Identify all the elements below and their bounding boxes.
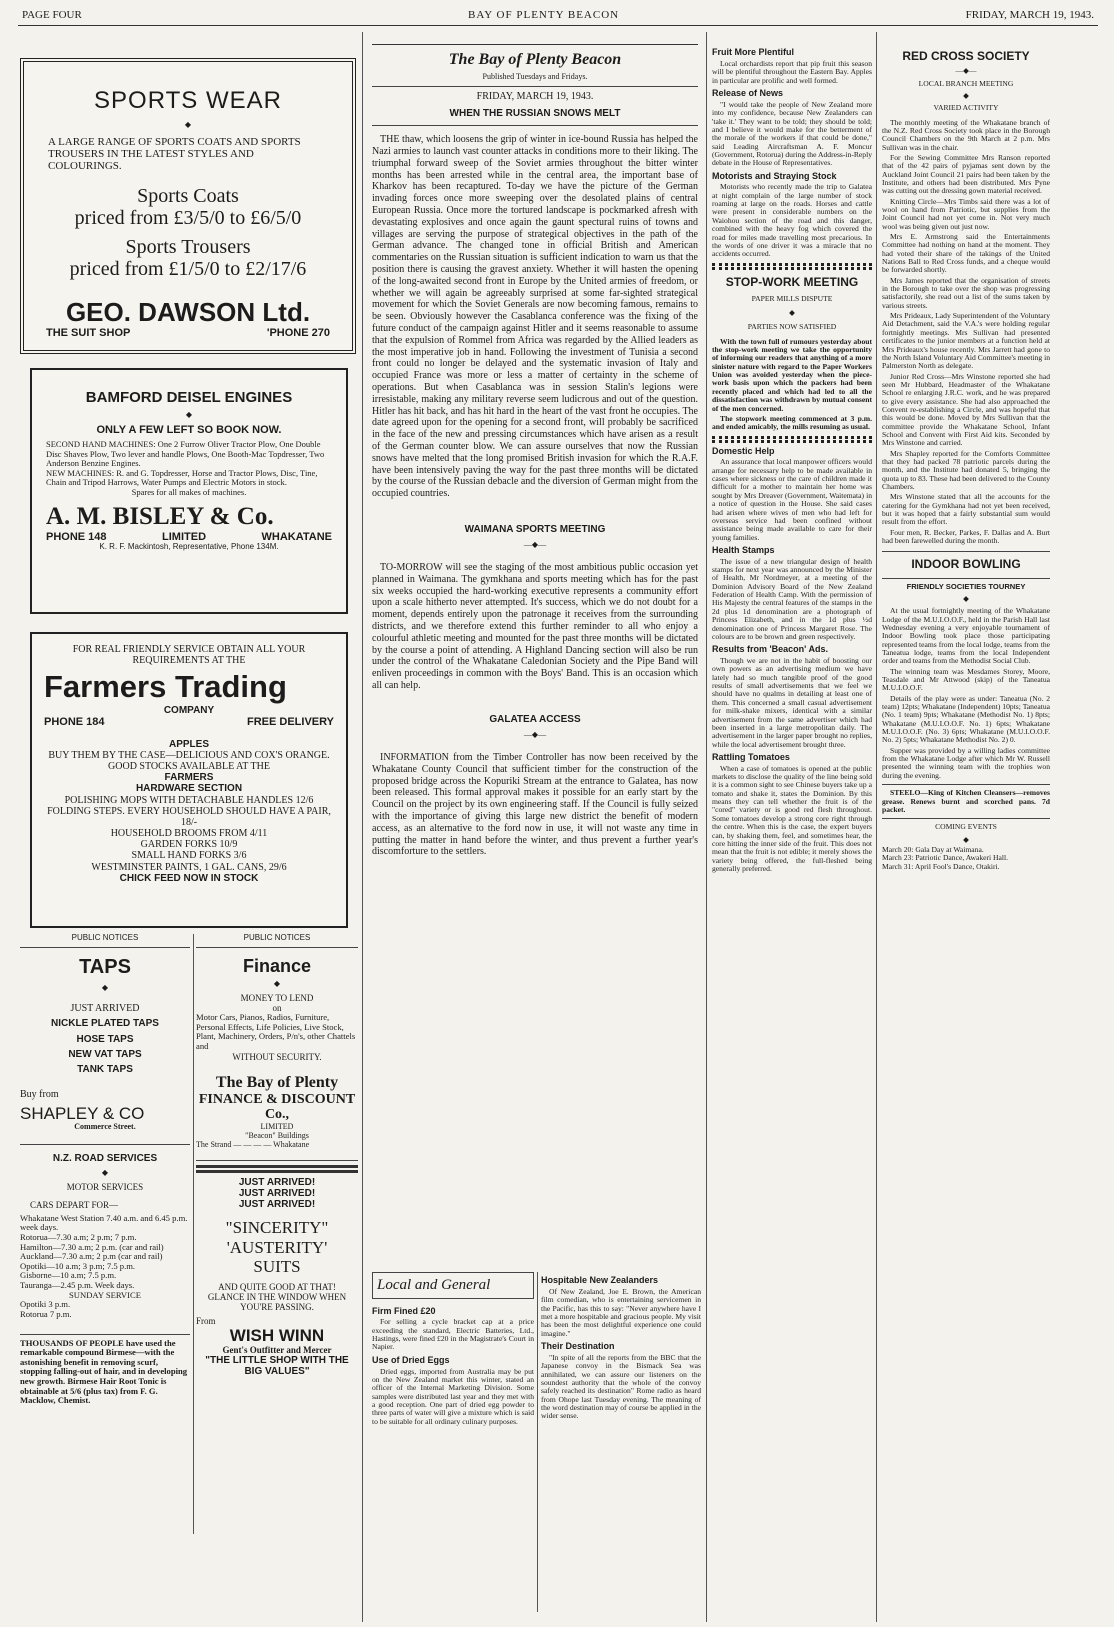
hardware-heading: HARDWARE SECTION	[135, 783, 243, 795]
coming-events-title: COMING EVENTS	[935, 822, 997, 832]
bisley-town: WHAKATANE	[261, 531, 332, 544]
editorial-published: Published Tuesdays and Fridays.	[482, 71, 588, 81]
bisley-firm: A. M. BISLEY & Co.	[46, 503, 274, 531]
headline-waimana: WAIMANA SPORTS MEETING	[464, 523, 606, 535]
column-rule	[876, 32, 877, 1622]
winn-outfitter: Gent's Outfitter and Mercer	[222, 1344, 332, 1355]
local-general-right	[541, 1272, 701, 1622]
news-paragraph: Though we are not in the habit of boosting our own powers as an advertising medium we have lately had so much tangible proof of the good results of small advertisements that we feel we should have no qualms in detailing at least one of them. This concerned a small casual advertisement for milk-shake mixers, identical with a similar advertisement from the same advertiser which had been inserted in a large metropolitan daily. The advertisement in the larger paper brought no replies, while the local advertisement brought three.	[712, 656, 872, 749]
stop-work-sub: PAPER MILLS DISPUTE	[751, 293, 833, 303]
farmers-word: FARMERS	[164, 772, 214, 784]
route-line: Whakatane West Station 7.40 a.m. and 6.45 p.m. week days.	[20, 1212, 188, 1233]
farmers-item: FOLDING STEPS. EVERY HOUSEHOLD SHOULD HAVE A PAIR, 18/-	[47, 805, 331, 828]
birmese-notice: THOUSANDS OF PEOPLE have used the remarkable compound Birmese—with the astonishing benefit in removing scurf, stopping falling-out of hair, and in developing new growth. Birmese Hair Root Tonic is obtainable at 5/6 (plus tax) from F. G. Macklow, Chemist.	[20, 1337, 188, 1406]
farmers-company: COMPANY	[163, 705, 215, 717]
sportswear-intro: A LARGE RANGE OF SPORTS COATS AND SPORTS TROUSERS IN THE LATEST STYLES AND COLOURINGS.	[48, 135, 301, 173]
finance-without: WITHOUT SECURITY.	[232, 1051, 322, 1062]
column-rule	[193, 934, 194, 1534]
winn-from: From	[196, 1315, 216, 1326]
shapley-street: Commerce Street.	[74, 1122, 136, 1132]
bisley-new: NEW MACHINES: R. and G. Topdresser, Horse and Tractor Plows, Disc, Tine, Chain and Tripod Harrows, Water Pumps and Electric Motors in stock.	[46, 467, 318, 488]
route-line: Gisborne—10 a.m; 7.5 p.m.	[20, 1270, 117, 1281]
road-cars: CARS DEPART FOR—	[30, 1199, 118, 1210]
news-heading: Health Stamps	[712, 544, 775, 555]
headline-russian-snows: WHEN THE RUSSIAN SNOWS MELT	[449, 108, 621, 120]
dawson-phone: 'PHONE 270	[266, 327, 330, 340]
local-paragraph: Dried eggs, imported from Australia may be put on the New Zealand market this winter, stated an officer of the Internal Marketing Division. Some samples were distributed last year and they met with a good reception. One part of dried egg powder to three parts of water will give a mixture which is said to be suitable for all ordinary culinary purposes.	[372, 1366, 534, 1426]
bisley-title: BAMFORD DEISEL ENGINES	[85, 389, 293, 406]
red-cross-paragraph: Mrs James reported that the organisation of streets in the Borough to take over the shop was progressing satisfactorily, she read out a list of the sums taken by various streets.	[882, 275, 1050, 310]
public-notices-label: PUBLIC NOTICES	[71, 934, 139, 942]
road-title: N.Z. ROAD SERVICES	[52, 1153, 158, 1165]
finance-items: Motor Cars, Pianos, Radios, Furniture, Personal Effects, Life Policies, Live Stock, Plant, Machinery, Orders, P/n's, other Chattels and	[196, 1012, 356, 1052]
stop-work-title: STOP-WORK MEETING	[725, 274, 859, 289]
news-column: Fruit More Plentiful Local orchardists report that pip fruit this season will be plentiful throughout the Eastern Bay. Apples in particular are prolific and well formed. Release of News "I would take the people of New Zealand more into my confidence, because New Zealanders can 'take it.' They want to be told; they should be told; and I believe it would make for the betterment of the morale of the workers if that could be done," said Leading Aircraftsman A. F. Moncur (Government, Rotorua) during the Address-in-Reply debate in the House of Representatives. Motorists and Straying Stock Motorists who recently made the trip to Galatea at night complain of the large number of stock roaming at large on the roads. Horses and cattle were present in considerable numbers on the Waiohou section of the road and this danger, combined with the heavy fog which covered the road for miles made travelling most precarious. In the words of one driver it was a miracle that no accidents occurred. STOP-WORK MEETING PAPER MILLS DISPUTE ◆ PARTIES NOW SATISFIED With the town full of rumours yesterday about the stop-work meeting we take the opportunity of informing our readers that anything of a more sinister nature with regard to the Paper Workers Union was avoided yesterday when the piece-work basis upon which the packers had been recently placed and which had led to all the dissatisfaction was withdrawn by mutual consent of the men concerned. The stopwork meeting commenced at 3 p.m. and ended amicably, the mills resuming as usual. Domestic Help An assurance that local manpower officers would arrange for necessary help to be made available in cases where sickness or the care of children made it difficult for a mother to maintain her home was sought by Mrs Dreaver (Government, Waitemata) in a notice of question in the House. She said cases had arisen where wives of men who had left for overseas service had been confined without assistance being made available to care for their young families. Health Stamps The issue of a new triangular design of health stamps for next year was announced by the Minister of Health, Mr Nordmeyer, at a meeting of the Dominion Advisory Board of the New Zealand Federation of Health Camp. With the permission of His Majesty the central features of the stamps in the 2d plus 1d denomination are a photograph of Princess Elizabeth, and in the 1d plus ½d denomination one of Princess Margaret Rose. The colours are to be brown and green respectively. Results from 'Beacon' Ads. Though we are not in the habit of boosting our own powers as an advertising medium we have lately had so much tangible proof of the good results of small advertisements that we feel we should have no qualms in detailing at least one of them. This concerned a small casual advertisement for milk-shake mixers, identical with a similar advertisement from the same advertiser which had been inserted in a large metropolitan daily. The advertisement in the larger paper brought no replies, while the local advertisement brought three. Rattling Tomatoes When a case of tomatoes is opened at the public markets to disclose the quality of the line being sold it is a common sight to see Chinese buyers take up a tomato and shake it, states the Dominion. By this means they can tell whether the fruit is of the "cored" variety or is good red flesh throughout. Some tomatoes develop a strong core right through the centre. When this is the case, the expert buyers can, by shaking them, feel, and sometimes hear, the core hitting the inner side of the fruit. This does not mean that the fruit is not edible; it merely shows the variety being offered, the full-fleshed being generally preferred.	[712, 47, 872, 873]
coats-price: priced from £3/5/0 to £6/5/0	[74, 207, 302, 230]
bisley-phone: PHONE 148	[46, 531, 107, 544]
finance-limited: LIMITED	[260, 1122, 294, 1132]
winn-shop: "THE LITTLE SHOP WITH THE BIG VALUES"	[205, 1354, 349, 1378]
finance-firm2: FINANCE & DISCOUNT Co.,	[198, 1091, 356, 1123]
steelo-ad: STEELO—King of Kitchen Cleansers—removes grease. Renews burnt and scorched pans. 7d packet.	[882, 788, 1050, 814]
column-rule	[537, 1272, 538, 1612]
public-notices-label: PUBLIC NOTICES	[243, 934, 311, 942]
winn-arrived: JUST ARRIVED!	[238, 1199, 316, 1211]
stop-work-parties: PARTIES NOW SATISFIED	[747, 322, 837, 332]
news-heading: Release of News	[712, 87, 784, 98]
farmers-item: GARDEN FORKS 10/9	[140, 839, 238, 851]
event-item: March 23: Patriotic Dance, Awakeri Hall.	[882, 853, 1009, 863]
stop-work-paragraph: The stopwork meeting commenced at 3 p.m. and ended amicably, the mills resuming as usual.	[712, 413, 872, 432]
red-cross-paragraph: Junior Red Cross—Mrs Winstone reported she had seen Mr Hubbard, Headmaster of the Whakatane School re enlarging J.R.C. work, and he was prepared to give every assistance. She had also approached the Convent re-establishing a Circle, and was hopeful that this would be done. Moved by Mrs Sullivan that the committee provide the Whakatane School, Infant School and Convent with First Aid kits. Seconded by Mrs Winstone and carried.	[882, 371, 1050, 448]
farmers-delivery: FREE DELIVERY	[247, 716, 334, 729]
bisley-ad: BAMFORD DEISEL ENGINES ◆ ONLY A FEW LEFT SO BOOK NOW. SECOND HAND MACHINES: One 2 Furrow Oliver Tractor Plow, One Double Disc Shaves Plow, Two lever and handle Plows, One Booth-Mac Topdresser, Two Anderson Benzine Engines. NEW MACHINES: R. and G. Topdresser, Horse and Tractor Plows, Disc, Tine, Chain and Tripod Harrows, Water Pumps and Electric Motors in stock. Spares for all makes of machines. A. M. BISLEY & Co. PHONE 148 LIMITED WHAKATANE K. R. F. Mackintosh, Representative, Phone 134M.	[30, 368, 348, 614]
farmers-top: FOR REAL FRIENDLY SERVICE OBTAIN ALL YOUR REQUIREMENTS AT THE	[72, 644, 306, 667]
winn-name: WISH WINN	[229, 1325, 325, 1345]
winn-suits: SUITS	[253, 1256, 301, 1276]
taps-buy-from: Buy from	[20, 1089, 59, 1101]
news-paragraph: Motorists who recently made the trip to Galatea at night complain of the large number of stock roaming at large on the roads. Horses and cattle were present in considerable numbers on the Waiohou section of the road and this danger, combined with the heavy fog which covered the road for miles made travelling most precarious. In the words of one driver it was a miracle that no accidents occurred.	[712, 182, 872, 259]
bisley-rep: K. R. F. Mackintosh, Representative, Phone 134M.	[99, 542, 279, 552]
headline-galatea: GALATEA ACCESS	[489, 713, 581, 725]
sportswear-title: SPORTS WEAR	[94, 87, 282, 114]
finance-title: Finance	[242, 955, 312, 976]
local-heading: Use of Dried Eggs	[372, 1354, 450, 1365]
wavy-rule	[712, 263, 872, 270]
paper-name: BAY OF PLENTY BEACON	[468, 9, 620, 21]
tap-item: TANK TAPS	[77, 1064, 133, 1076]
column-rule	[362, 32, 363, 1622]
trousers-label: Sports Trousers	[125, 235, 251, 258]
suit-shop: THE SUIT SHOP	[46, 327, 131, 340]
news-paragraph: An assurance that local manpower officers would arrange for necessary help to be made available in cases where sickness or the care of children made it difficult for a mother to maintain her home was sought by Mrs Dreaver (Government, Waitemata) in a notice of question in the House. She said cases had arisen where wives of men who had left for overseas service had been confined without assistance being made available to care for their young families.	[712, 457, 872, 542]
event-item: March 20: Gala Day at Waimana.	[882, 844, 984, 854]
farmers-phone: PHONE 184	[44, 716, 105, 729]
shapley-name: SHAPLEY & CO	[20, 1104, 145, 1124]
editorial-galatea: INFORMATION from the Timber Controller has now been received by the Whakatane County Council that sufficient timber for the construction of the proposed bridge across the Kopuriki Stream at the entrance to Galatea, has now been released. This formal approval makes it possible for an early start by the Council on the project by its own engineering staff. If the Council is fully seized with the importance of giving this large new district the benefit of modern access, as an alternative to the ford now in use, it will not waste any time in putting the matter in hand before the winter, and thus prevent a further year's discomforture to the settlers.	[372, 751, 698, 858]
red-cross-paragraph: Mrs Winstone stated that all the accounts for the catering for the Gymkhana had not yet been received, but it was hoped that a fairly substantial sum would result from the effort.	[882, 492, 1050, 527]
red-cross-sub: LOCAL BRANCH MEETING	[918, 78, 1014, 88]
bowling-sub: FRIENDLY SOCIETIES TOURNEY	[906, 581, 1026, 591]
local-general-title: Local and General	[372, 1272, 534, 1299]
news-paragraph: The issue of a new triangular design of health stamps for next year was announced by the Minister of Health, Mr Nordmeyer, at a meeting of the Dominion Advisory Board of the New Zealand Federation of Health Camp. With the permission of His Majesty the central features of the stamps in the 2d plus 1d denomination are a photograph of Princess Elizabeth, and in the 1d plus ½d denomination one of Princess Margaret Rose. The colours are to be brown and green respectively.	[712, 556, 872, 641]
road-sunday: SUNDAY SERVICE	[69, 1289, 141, 1300]
wavy-rule	[712, 436, 872, 443]
bisley-lead: ONLY A FEW LEFT SO BOOK NOW.	[96, 423, 282, 436]
red-cross-column: RED CROSS SOCIETY —◆— LOCAL BRANCH MEETING ◆ VARIED ACTIVITY The monthly meeting of the Whakatane branch of the N.Z. Red Cross Society took place in the Borough Council Chambers on the 9th March at 2 p.m. Mrs Sullivan was in the chair. For the Sewing Committee Mrs Ranson reported that of the 42 pairs of pyjamas sent down by the Auckland Joint Council 21 pairs had been taken by the Institute, and others had been distributed. Mrs Pyne was cutting out the dressing gown material received. Knitting Circle—Mrs Timbs said there was a lot of wool on hand from Patriotic, but supplies from the Joint Council had not yet come in. Not very much wool was being given out just now. Mrs E. Armstrong said the Entertainments Committee had nothing on hand at the moment. They had voted their share of the takings of the United Nations Ball to Red Cross funds, and a cheque would be forwarded shortly. Mrs James reported that the organisation of streets in the Borough to take over the shop was progressing satisfactorily, she read out a list of the sums taken by various streets. Mrs Prideaux, Lady Superintendent of the Voluntary Aid Detachment, said the V.A.'s were holding regular fortnightly meetings. Mrs Sullivan had presented certificates to the junior members at a function held at Mrs Prideaux's house recently. Mrs Jarrett had gone to the North Island Voluntary Aid Committee's meeting in Palmerston North as delegate. Junior Red Cross—Mrs Winstone reported she had seen Mr Hubbard, Headmaster of the Whakatane School re enlarging J.R.C. work, and he was prepared to give every assistance. She had also approached the Convent re-establishing a Circle, and was hopeful that this would be done. Moved by Mrs Sullivan that the committee provide the Whakatane School, Infant School and Convent with First Aid kits. Seconded by Mrs Winstone and carried. Mrs Shapley reported for the Comforts Committee that they had packed 78 patriotic parcels during the month, and the Institute had donated 5, bringing the quota up to 83. These had been delivered to the County Chambers. Mrs Winstone stated that all the accounts for the catering for the Gymkhana had not yet been received, but it was hoped that a fairly substantial sum would result from the effort. Four men, R. Becker, Parkes, F. Dallas and A. Burt had been farewelled during the month. INDOOR BOWLING FRIENDLY SOCIETIES TOURNEY ◆ At the usual fortnightly meeting of the Whakatane Lodge of the M.U.I.O.O.F., held in the Parish Hall last Wednesday evening a very enjoyable tournament of Indoor Bowling took place those participating represented teams from the local lodge, teams from the Taneatua lodge, teams from the local Independent order and teams from the Methodist Social Club. The winning team was Mesdames Storey, Moore, Teasdale and Mr Attwood (skip) of the Taneatua M.U.I.O.O.F. Details of the play were as under: Taneatua (No. 2 team) 12pts; Whakatane (Independent) 10pts; Taneatua (No. 1 team) 9pts; Whakatane (Methodist No. 1) 8pts; Whakatane (M.U.I.O.O.F. No. 1) 6pts; Whakatane M.U.I.O.O.F. (No. 3) 6pts; Whakatane (M.U.I.O.O.F. No. 2) 5pts; Whakatane Methodist No. 2) 0. Supper was provided by a willing ladies committee from the Whakatane Lodge after which Mr W. Russell presented the winning team with the trophies won during the evening. STEELO—King of Kitchen Cleansers—removes grease. Renews burnt and scorched pans. 7d packet. COMING EVENTS ◆ March 20: Gala Day at Waimana. March 23: Patriotic Dance, Awakeri Hall. March 31: April Fool's Dance, Otakiri.	[882, 49, 1050, 871]
winn-glance: GLANCE IN THE WINDOW WHEN YOU'RE PASSING.	[207, 1291, 347, 1312]
masthead	[18, 8, 1098, 26]
local-paragraph: "In spite of all the reports from the BBC that the Japanese convoy in the Bismack Sea was annihilated, we can assure our listeners on the soundest authority that the whole of the convoy safely reached its destination" Rome radio as heard from Ohope last Tuesday evening. The meaning of the word destination may of course be applied in the wider sense.	[541, 1352, 701, 1421]
page-number: PAGE FOUR	[22, 9, 82, 21]
local-paragraph: For selling a cycle bracket cap at a price exceeding the standard, Electric Batteries, Ltd., Hastings, were fined £20 in the Magistrate's Court in Napier.	[372, 1317, 534, 1352]
news-heading: Motorists and Straying Stock	[712, 170, 837, 181]
farmers-item: POLISHING MOPS WITH DETACHABLE HANDLES 12/6	[64, 794, 314, 806]
bowling-title: INDOOR BOWLING	[911, 557, 1021, 572]
notices-right: PUBLIC NOTICES Finance ◆ MONEY TO LEND on Motor Cars, Pianos, Radios, Furniture, Personal Effects, Life Policies, Live Stock, Plant, Machinery, Orders, P/n's, other Chattels and WITHOUT SECURITY. The Bay of Plenty FINANCE & DISCOUNT Co., LIMITED "Beacon" Buildings The Strand — — — — Whakatane JUST ARRIVED! JUST ARRIVED! JUST ARRIVED! "SINCERITY" 'AUSTERITY' SUITS AND QUITE GOOD AT THAT! GLANCE IN THE WINDOW WHEN YOU'RE PASSING. From WISH WINN Gent's Outfitter and Mercer "THE LITTLE SHOP WITH THE BIG VALUES"	[196, 934, 358, 1534]
route-line: Hamilton—7.30 a.m; 2 p.m. (car and rail)	[20, 1241, 164, 1252]
news-heading: Results from 'Beacon' Ads.	[712, 644, 828, 655]
editorial-russian-snows: THE thaw, which loosens the grip of winter in ice-bound Russia has helped the Nazi armies to launch vast counter attacks in conditions more to their liking. The triumphal forward sweep of the Soviet armies throughout the bitter winter months has been arrested while in the central area, the important base of Kharkov has been recaptured. To-day we have the picture of the German invading forces once more sweeping over the desolated plains of central European Russia. Once more the tortured landscape is pockmarked afresh with devastating explosives and once again the gaunt spectural ruins of towns and villages are serving the purpose of strategical objectives in the path of the German advance. The changed tone in official British and American commentaries on the Russian situation is sufficient indication to warn us that the position there is causing the gravest anxiety. Whether it will hasten the opening of the long-awaited second front in Europe by the United armies of freedom, or whether we will again be agreeably surprised at some far-sighted strategical movement for which the Soviet Generals are now becoming famous, remains to be seen. Obviously however the Casablanca conference was the fixing of the future conduct of the campaign against Hitler and it seems reasonable to assume that the expulsion of Rommel from Africa was regarded by the Allied leaders as the most imperative job in hand. Following the investment of Tunisia a second front could no longer be delayed and the systematic invasion of Italy and occupied France was more or less a matter of certainty in the scheme of operations. But when Casablanca was in session Stalin's legions were irresistable, making any military reverse seem ludicrous and out of the question. Hitler has hit back, and has hit hard in the heart of the vast front he occupies. The date agreed upon for the opening for a second front, will probably be sacrificed in the face of the new and pressing circumstances which have arisen as a result of the German counter blow. We can assure ourselves that now the Russian snows have melted that the long promised British invasion for which the R.A.F. have been intensively paving the way for the past three months will be dictated by the course of the Russian debacle and the diversion of German might from the occupied countries.	[372, 134, 698, 500]
editorial-date: FRIDAY, MARCH 19, 1943.	[476, 90, 594, 102]
local-heading: Their Destination	[541, 1340, 615, 1351]
farmers-item: SMALL HAND FORKS 3/6	[131, 850, 247, 862]
notices-left: PUBLIC NOTICES TAPS ◆ JUST ARRIVED NICKLE PLATED TAPS HOSE TAPS NEW VAT TAPS TANK TAPS Buy from SHAPLEY & CO Commerce Street. N.Z. ROAD SERVICES ◆ MOTOR SERVICES CARS DEPART FOR— Whakatane West Station 7.40 a.m. and 6.45 p.m. week days. Rotorua—7.30 a.m; 2 p.m; 7 p.m. Hamilton—7.30 a.m; 2 p.m. (car and rail) Auckland—7.30 a.m; 2 p.m (car and rail) Opotiki—10 a.m; 3 p.m; 7.5 p.m. Gisborne—10 a.m; 7.5 p.m. Tauranga—2.45 p.m. Week days. SUNDAY SERVICE Opotiki 3 p.m. Rotorua 7 p.m. THOUSANDS OF PEOPLE have used the remarkable compound Birmese—with the astonishing benefit in removing scurf, stopping falling-out of hair, and in developing new growth. Birmese Hair Root Tonic is obtainable at 5/6 (plus tax) from F. G. Macklow, Chemist.	[20, 934, 190, 1534]
finance-firm: The Bay of Plenty	[215, 1073, 339, 1091]
taps-title: TAPS	[79, 955, 131, 978]
issue-date: FRIDAY, MARCH 19, 1943.	[965, 9, 1094, 21]
red-cross-paragraph: Mrs Shapley reported for the Comforts Committee that they had packed 78 patriotic parcels during the month, and the Institute had donated 5, bringing the quota up to 83. These had been delivered to the County Chambers.	[882, 448, 1050, 491]
red-cross-paragraph: For the Sewing Committee Mrs Ranson reported that of the 42 pairs of pyjamas sent down by the Auckland Joint Council 21 pairs had been taken by the Institute, and others had been distributed. Mrs Pyne was cutting out the dressing gown material received.	[882, 152, 1050, 196]
event-item: March 31: April Fool's Dance, Otakiri.	[882, 861, 1000, 871]
route-line: Rotorua—7.30 a.m; 2 p.m; 7 p.m.	[20, 1231, 137, 1242]
route-line: Opotiki 3 p.m.	[20, 1299, 71, 1310]
stop-work-paragraph: With the town full of rumours yesterday about the stop-work meeting we take the opportunity of informing our readers that anything of a more sinister nature with regard to the Paper Workers Union was avoided yesterday when the piece-work basis upon which the packers had been recently placed and which had led to all the dissatisfaction was withdrawn by mutual consent of the men concerned.	[712, 336, 872, 413]
bisley-second-hand: SECOND HAND MACHINES: One 2 Furrow Oliver Tractor Plow, One Double Disc Shaves Plow, Two lever and handle Plows, One Booth-Mac Topdresser, Two Anderson Benzine Engines.	[46, 439, 325, 469]
apples-heading: APPLES	[168, 738, 209, 750]
dawson-name: GEO. DAWSON Ltd.	[65, 297, 311, 328]
tap-item: NICKLE PLATED TAPS	[51, 1018, 159, 1030]
route-line: Tauranga—2.45 p.m. Week days.	[20, 1280, 135, 1291]
finance-building: "Beacon" Buildings	[245, 1131, 309, 1140]
local-general-left	[372, 1272, 534, 1622]
winn-arrived: JUST ARRIVED!	[238, 1188, 316, 1200]
winn-austerity: 'AUSTERITY'	[226, 1237, 328, 1257]
farmers-item: HOUSEHOLD BROOMS FROM 4/11	[110, 828, 268, 840]
red-cross-paragraph: Four men, R. Becker, Parkes, F. Dallas and A. Burt had been farewelled during the month.	[882, 527, 1050, 546]
route-line: Auckland—7.30 a.m; 2 p.m (car and rail)	[20, 1251, 163, 1262]
red-cross-varied: VARIED ACTIVITY	[933, 103, 999, 113]
news-paragraph: "I would take the people of New Zealand more into my confidence, because New Zealanders can 'take it.' They want to be told; they should be told; and I believe it would make for the betterment of the morale of the workers if that could be done," said Leading Aircraftsman A. F. Moncur (Government, Rotorua) during the Address-in-Reply debate in the House of Representatives.	[712, 99, 872, 168]
news-paragraph: Local orchardists report that pip fruit this season will be plentiful throughout the Eastern Bay. Apples in particular are prolific and well formed.	[712, 58, 872, 85]
bowling-paragraph: The winning team was Mesdames Storey, Moore, Teasdale and Mr Attwood (skip) of the Taneatua M.U.I.O.O.F.	[882, 666, 1050, 693]
local-heading: Firm Fined £20	[372, 1305, 436, 1316]
news-heading: Rattling Tomatoes	[712, 751, 790, 762]
bisley-limited: LIMITED	[162, 531, 207, 544]
route-line: Opotiki—10 a.m; 3 p.m; 7.5 p.m.	[20, 1260, 136, 1271]
farmers-item: CHICK FEED NOW IN STOCK	[119, 872, 259, 884]
red-cross-paragraph: Mrs E. Armstrong said the Entertainments Committee had nothing on hand at the moment. They had voted their share of the takings of the United Nations Ball to Red Cross funds, and a cheque would be forwarded shortly.	[882, 232, 1050, 275]
finance-strand: The Strand — — — — Whakatane	[196, 1139, 310, 1149]
trousers-price: priced from £1/5/0 to £2/17/6	[69, 257, 307, 280]
red-cross-title: RED CROSS SOCIETY	[902, 49, 1030, 63]
coats-label: Sports Coats	[137, 184, 239, 207]
farmers-ad	[30, 632, 348, 928]
column-rule	[706, 32, 707, 1622]
red-cross-paragraph: The monthly meeting of the Whakatane branch of the N.Z. Red Cross Society took place in the Borough Council Chambers on the 9th March at 2 p.m. Mrs Sullivan was in the chair.	[882, 117, 1050, 152]
bisley-spares: Spares for all makes of machines.	[131, 486, 247, 497]
editorial-waimana: TO-MORROW will see the staging of the most ambitious public occasion yet planned in Waimana. The gymkhana and sports meeting which has for the past six weeks occupied the hard-working executive represents a community effort upon a scale hitherto never attempted. It's success, which we do not doubt for a moment, depends entirely upon the patronage it receives from the surrounding districts, and we therefore extend this further reminder to all who enjoy a colourful athletic meeting and mounted for the past three months will be dictated by the course a point of attending. A Highland Dancing section will also be run under the control of the Whakatane Caledonian Society and the Pipe Band will enliven proceedings in common with the Boys' Band. This is an occasion which all can help.	[372, 562, 698, 692]
finance-on: on	[272, 1003, 282, 1014]
editorial-column: The Bay of Plenty Beacon Published Tuesdays and Fridays. FRIDAY, MARCH 19, 1943. WHEN THE RUSSIAN SNOWS MELT THE thaw, which loosens the grip of winter in ice-bound Russia has helped the Nazi armies to launch vast counter attacks in conditions more to their liking. The triumphal forward sweep of the Soviet armies throughout the bitter winter months has been arrested while in the central area, the important base of Kharkov has been recaptured. To-day we have the picture of the German invading forces once more sweeping over the desolated plains of central European Russia. Once more the tortured landscape is pockmarked afresh with devastating explosives and once again the gaunt spectural ruins of towns and villages are serving the purpose of strategical objectives in the path of the German advance. The changed tone in official British and American commentaries on the Russian situation is sufficient indication to warn us that the position there is causing the gravest anxiety. Whether it will hasten the opening of the long-awaited second front in Europe by the United armies of freedom, or whether we will again be agreeably surprised at some far-sighted strategical movement for which the Soviet Generals are now becoming famous, remains to be seen. Obviously however the Casablanca conference was the fixing of the future conduct of the campaign against Hitler and it seems reasonable to assume that the expulsion of Rommel from Africa was regarded by the Allied leaders as the most imperative job in hand. Following the investment of Tunisia a second front could no longer be delayed and the systematic invasion of Italy and occupied France was more or less a matter of certainty in the scheme of operations. But when Casablanca was in session Stalin's legions were irresistable, making any military reverse seem ludicrous and out of the question. Hitler has hit back, and has hit hard in the heart of the vast front he occupies. The date agreed upon for the opening for a second front, will probably be sacrificed in the face of the new and pressing circumstances which have arisen as a result of the German counter blow. We can assure ourselves that now the Russian snows have melted that the long promised British invasion for which the R.A.F. have been intensively paving the way for the past three months will be dictated by the course of the Russian debacle and the diversion of German might from the occupied countries. WAIMANA SPORTS MEETING —◆— TO-MORROW will see the staging of the most ambitious public occasion yet planned in Waimana. The gymkhana and sports meeting which has for the past six weeks occupied the hard-working executive represents a community effort upon a scale hitherto never attempted. It's success, which we do not doubt for a moment, depends entirely upon the patronage it receives from the surrounding districts, and we therefore extend this further reminder to all who enjoy a colourful athletic meeting and mounted for the past three months will be dictated by the course a point of attending. A Highland Dancing section will also be run under the control of the Whakatane Caledonian Society and the Pipe Band will enliven proceedings in common with the Boys' Band. This is an occasion which all can help. GALATEA ACCESS —◆— INFORMATION from the Timber Controller has now been received by the Whakatane County Council that sufficient timber for the construction of the proposed bridge across the Kopuriki Stream at the entrance to Galatea, has now been released. This formal approval makes it possible for an early start by the Council on the project by its own engineering staff. If the Council is fully seized with the importance of giving this large new district the benefit of modern access, as an alternative to the ford now in use, it will not waste any time in putting the matter in hand before the winter, and thus prevent a further year's discomforture to the settlers.	[372, 44, 698, 1284]
farmers-item: WESTMINSTER PAINTS, 1 GAL. CANS, 29/6	[91, 861, 287, 873]
editorial-paper: The Bay of Plenty Beacon	[372, 44, 698, 69]
finance-money: MONEY TO LEND	[240, 993, 314, 1004]
local-heading: Hospitable New Zealanders	[541, 1275, 659, 1285]
winn-good: AND QUITE GOOD AT THAT!	[218, 1281, 336, 1292]
winn-arrived: JUST ARRIVED!	[238, 1176, 316, 1188]
news-heading: Domestic Help	[712, 445, 775, 456]
bowling-paragraph: Supper was provided by a willing ladies committee from the Whakatane Lodge after which Mr W. Russell presented the winning team with the trophies won during the evening.	[882, 745, 1050, 780]
bowling-paragraph: Details of the play were as under: Taneatua (No. 2 team) 12pts; Whakatane (Independent) 10pts; Taneatua (No. 1 team) 9pts; Whakatane (Methodist No. 1) 8pts; Whakatane (M.U.I.O.O.F. No. 1) 6pts; Whakatane M.U.I.O.O.F. (No. 3) 6pts; Whakatane (M.U.I.O.O.F. No. 2) 5pts; Whakatane Methodist No. 2) 0.	[882, 693, 1050, 745]
tap-item: NEW VAT TAPS	[68, 1048, 142, 1060]
news-paragraph: When a case of tomatoes is opened at the public markets to disclose the quality of the line being sold it is a common sight to see Chinese buyers take up a tomato and shake it, states the Dominion. By this means they can tell whether the fruit is of the "cored" variety or is good red flesh throughout. Some tomatoes develop a strong core right through the centre. When this is the case, the expert buyers can, by shaking them, feel, and sometimes hear, the core hitting the inner side of the fruit. This does not mean that the fruit is not edible; it merely shows the variety being offered, the full-fleshed being generally preferred.	[712, 763, 872, 873]
route-line: Rotorua 7 p.m.	[20, 1308, 72, 1319]
bowling-paragraph: At the usual fortnightly meeting of the Whakatane Lodge of the M.U.I.O.O.F., held in the Parish Hall last Wednesday evening a very enjoyable tournament of Indoor Bowling took place those participating represented teams from the local lodge, teams from the Taneatua lodge, teams from the local Independent order and teams from the Methodist Social Club.	[882, 606, 1050, 666]
news-heading: Fruit More Plentiful	[712, 47, 794, 57]
apples-text: BUY THEM BY THE CASE—DELICIOUS AND COX'S ORANGE. GOOD STOCKS AVAILABLE AT THE	[48, 749, 330, 772]
local-paragraph: Of New Zealand, Joe E. Brown, the American film comedian, who is entertaining servicemen in the Pacific, has this to say: "Never anywhere have I met a more hospitable and gracious people. My visit has been the most delightful experience one could imagine."	[541, 1286, 701, 1338]
farmers-name: Farmers Trading	[44, 669, 287, 705]
red-cross-paragraph: Mrs Prideaux, Lady Superintendent of the Voluntary Aid Detachment, said the V.A.'s were holding regular fortnightly meetings. Mrs Sullivan had presented certificates to the junior members at a function held at Mrs Prideaux's house recently. Mrs Jarrett had gone to the North Island Voluntary Aid Committee's meeting in Palmerston North as delegate.	[882, 311, 1050, 371]
red-cross-paragraph: Knitting Circle—Mrs Timbs said there was a lot of wool on hand from Patriotic, but supplies from the Joint Council had not yet come in. Not very much wool was being given out just now.	[882, 196, 1050, 231]
winn-sincerity: "SINCERITY"	[225, 1218, 329, 1238]
tap-item: HOSE TAPS	[76, 1033, 134, 1045]
taps-arrived: JUST ARRIVED	[70, 1003, 140, 1015]
road-motor: MOTOR SERVICES	[66, 1181, 144, 1192]
sportswear-ad: SPORTS WEAR ◆ A LARGE RANGE OF SPORTS COATS AND SPORTS TROUSERS IN THE LATEST STYLES AND COLOURINGS. Sports Coats priced from £3/5/0 to £6/5/0 Sports Trousers priced from £1/5/0 to £2/17/6 GEO. DAWSON Ltd. THE SUIT SHOP 'PHONE 270	[20, 58, 356, 354]
